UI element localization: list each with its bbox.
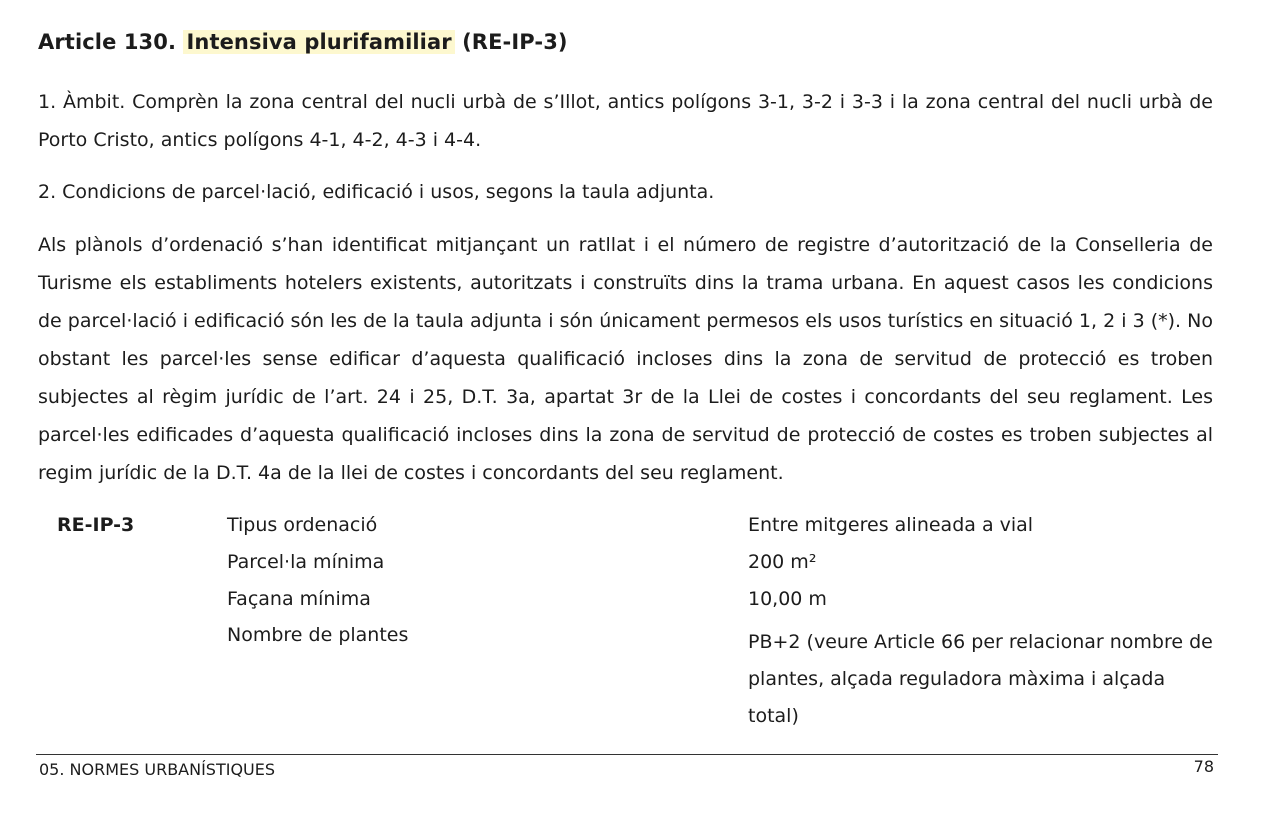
table-row-label: Façana mínima bbox=[227, 588, 371, 610]
table-row-label: Parcel·la mínima bbox=[227, 551, 385, 573]
paragraph-plans: Als plànols d’ordenació s’han identificat mitjançant un ratllat i el número de registre d’autorització de la Conselleria de Turisme els establiments hotelers existents, autoritzats i construïts dins la trama urbana. En aquest casos les condicions de parcel·lació i edificació són les de la taula adjunta i són únicament permesos els usos turístics en situació 1, 2 i 3 (*). No obstant les parcel·les sense edificar d’aquesta qualificació incloses dins la zona de servitud de protecció es troben subjectes al règim jurídic de l’art. 24 i 25, D.T. 3a, apartat 3r de la Llei de costes i concordants del seu reglament. Les parcel·les edificades d’aquesta qualificació incloses dins la zona de servitud de protecció de costes es troben subjectes al regim jurídic de la D.T. 4a de la llei de costes i concordants del seu reglament. bbox=[38, 234, 1213, 484]
table-row-label: Tipus ordenació bbox=[227, 514, 378, 536]
zone-code: RE-IP-3 bbox=[57, 514, 135, 536]
table-row-label: Nombre de plantes bbox=[227, 624, 409, 646]
table-row-value: 10,00 m bbox=[748, 588, 827, 610]
footer-divider bbox=[36, 754, 1218, 755]
table-row-value: PB+2 (veure Article 66 per relacionar nombre de plantes, alçada reguladora màxima i alçada total) bbox=[748, 631, 1213, 727]
article-heading-prefix: Article 130. bbox=[38, 30, 184, 54]
page-number: 78 bbox=[1193, 757, 1214, 776]
article-heading-suffix: (RE-IP-3) bbox=[454, 30, 568, 54]
table-row-value: 200 m² bbox=[748, 551, 817, 573]
article-heading bbox=[38, 30, 568, 54]
paragraph-condicions: 2. Condicions de parcel·lació, edificació i usos, segons la taula adjunta. bbox=[38, 181, 715, 203]
article-heading-highlight: Intensiva plurifamiliar bbox=[183, 30, 454, 54]
footer-section: 05. NORMES URBANÍSTIQUES bbox=[39, 760, 276, 779]
table-row-value: Entre mitgeres alineada a vial bbox=[748, 514, 1034, 536]
paragraph-ambit: 1. Àmbit. Comprèn la zona central del nucli urbà de s’Illot, antics polígons 3-1, 3-2 i 3-3 i la zona central del nucli urbà de Porto Cristo, antics polígons 4-1, 4-2, 4-3 i 4-4. bbox=[38, 91, 1213, 151]
